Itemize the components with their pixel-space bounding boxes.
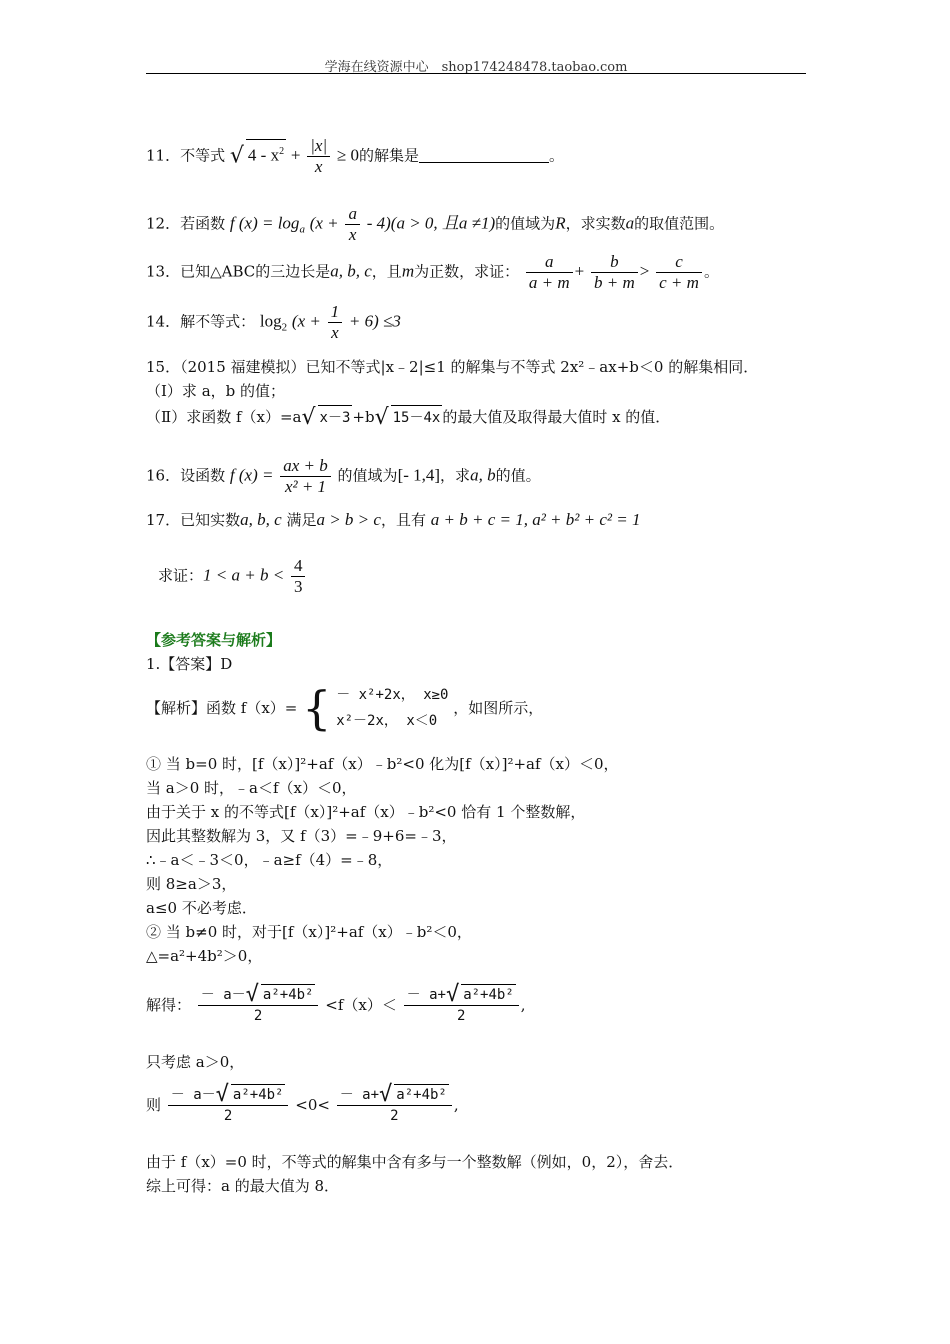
q11-text: 不等式 (180, 146, 226, 165)
q11-radicand: $4 - x^2$ (246, 139, 286, 168)
piecewise-cases: － x²+2x， x≥0 x²－2x， x＜0 (336, 687, 449, 729)
q17-number: 17． (146, 511, 181, 529)
answer-blank[interactable] (419, 162, 549, 163)
q14-fraction: $\frac{1}{x}$ (328, 302, 343, 343)
question-16: 16．设函数 f (x) = $\frac{ax + b}{\text{x² + 1}}$ 的值域为[- 1,4]，求a, b的值。 (146, 456, 541, 496)
answer-1-analysis: 【解析】函数 f（x）= { － x²+2x， x≥0 x²－2x， x＜0 ，如图所示， (146, 681, 544, 735)
q17-fraction: $\frac{4}{3}$ (291, 556, 306, 597)
q12-number: 12． (146, 214, 181, 233)
left-brace: { (302, 681, 332, 735)
then-fraction-2: $\frac{\text{－ a+√ a²+4b²}}{2}$ (337, 1084, 452, 1126)
question-13: 13．已知△ABC的三边长是a, b, c，且m为正数，求证： $\frac{a}{a + m}$ + $\frac{b}{b + m}$ > $\frac{c}{c + m}$ 。 (146, 252, 719, 292)
solution-fraction-2: $\frac{\text{－ a+√ a²+4b²}}{2}$ (404, 984, 519, 1026)
q15-line-3: （Ⅱ）求函数 f（x）=a√ x－3 +b√ 15－4x 的最大值及取得最大值时 x 的值． (146, 405, 671, 430)
answer-1: 1.【答案】D (146, 655, 233, 673)
q16-number: 16． (146, 466, 181, 485)
question-11: 11．不等式 √ $4 - x^2$ + $\frac{|x|}{x}$ ≥ 0的解集是 。 (146, 136, 565, 176)
q11-number: 11． (146, 146, 181, 165)
q15-line-2: （Ⅰ）求 a，b 的值； (146, 382, 286, 400)
q13-fraction-2: $\frac{b}{b + m}$ (591, 252, 638, 293)
analysis-line-10: 只考虑 a＞0， (146, 1053, 245, 1071)
q13-fraction-3: $\frac{c}{c + m}$ (656, 252, 702, 293)
answers-title: 【参考答案与解析】 (146, 631, 282, 649)
then-fraction-1: $\frac{\text{－ a－√ a²+4b²}}{2}$ (168, 1084, 289, 1126)
question-14: 14．解不等式： $\log_2 (x$ + $\frac{1}{x}$ + 6) ≤3 (146, 302, 401, 342)
question-17: 17．已知实数a, b, c 满足a > b > c，且有 a + b + c = 1, a² + b² + c² = 1 (146, 510, 641, 529)
q14-number: 14． (146, 312, 181, 331)
q17-prove: 求证：1 < a + b < $\frac{4}{3}$ (158, 556, 307, 597)
header-rule (146, 73, 806, 74)
analysis-lines: ① 当 b=0 时，[f（x）]²+af（x）﹣b²<0 化为[f（x）]²+af（x）＜0， 当 a＞0 时，﹣a＜f（x）＜0， 由于关于 x 的不等式[f（x）]²+af（x）﹣b²<0 恰有 1 个整数解， 因此其整数解为 3，又 f（3）=﹣9+6=﹣3， ∴﹣a＜﹣3＜0，﹣a≥f（4）=﹣8， 则 8≥a＞3， a≤0 不必考虑． ② 当 b≠0 时，对于[f（x）]²+af（x）﹣b²＜0， △=a²+4b²＞0， (146, 755, 619, 965)
then-line: 则 $\frac{\text{－ a－√ a²+4b²}}{2}$ <0< $\frac{\text{－ a+√ a²+4b²}}{2}$ , (146, 1082, 459, 1124)
page-header: 学海在线资源中心 shop174248478.taobao.com (324, 60, 628, 75)
q13-fraction-1: $\frac{a}{a + m}$ (526, 252, 573, 293)
q12-fraction: $\frac{a}{x}$ (345, 204, 360, 245)
question-15 (146, 355, 758, 430)
sqrt-sign: √ (229, 143, 244, 169)
solution-fraction-1: $\frac{\text{－ a－√ a²+4b²}}{2}$ (198, 984, 319, 1026)
solution-line: 解得： $\frac{\text{－ a－√ a²+4b²}}{2}$ <f（x）＜ $\frac{\text{－ a+√ a²+4b²}}{2}$ , (146, 982, 526, 1024)
q13-number: 13． (146, 262, 181, 281)
q11-post: 的解集是 (359, 146, 420, 165)
q15-line-1: 15．（2015 福建模拟）已知不等式|x﹣2|≤1 的解集与不等式 2x²﹣ax+b＜0 的解集相同． (146, 358, 759, 376)
question-12: 12．若函数 f $(x) = \log_a (x$ + $\frac{a}{x}$ - 4)(a > 0, 且a ≠1)的值域为R，求实数a的取值范围。 (146, 204, 725, 244)
closing-lines: 由于 f（x）=0 时，不等式的解集中含有多与一个整数解（例如，0，2），舍去． 综上可得：a 的最大值为 8． (146, 1153, 684, 1195)
q11-ge: ≥ 0 (336, 145, 360, 165)
q16-fraction: $\frac{ax + b}{\text{x² + 1}}$ (280, 456, 331, 497)
q11-fraction: $\frac{|x|}{x}$ (307, 136, 330, 177)
